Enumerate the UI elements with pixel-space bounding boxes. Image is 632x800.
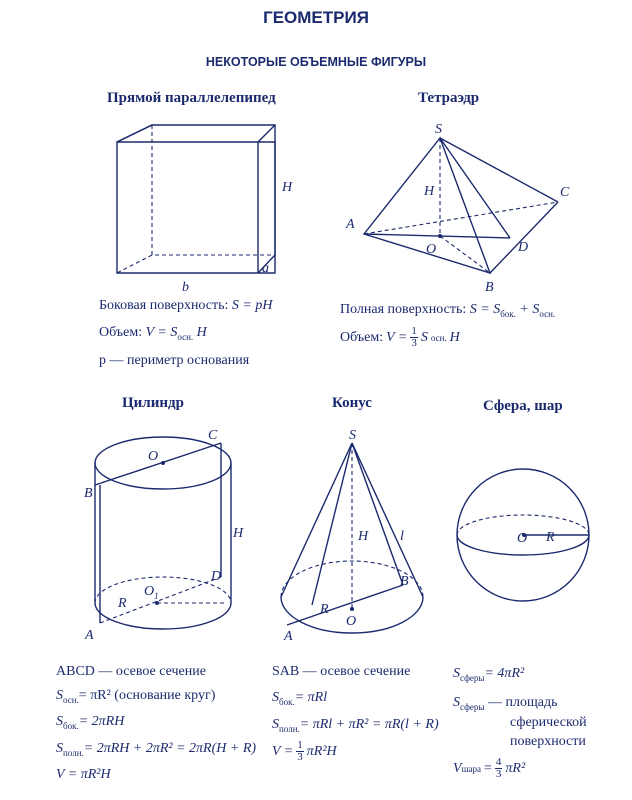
sphere-figure — [448, 455, 598, 615]
cyl-label-b: B — [84, 486, 93, 501]
total-label: Полная поверхность: — [340, 302, 467, 317]
cylinder-title: Цилиндр — [122, 395, 184, 411]
tet-frac-den: 3 — [411, 337, 417, 349]
cyl-label-o1-main: O — [144, 584, 155, 599]
cone-f3-pre: S — [272, 717, 279, 732]
cyl-f4-pre: S — [56, 741, 63, 756]
edge-label-b: b — [182, 280, 189, 295]
tet-fraction — [410, 326, 418, 349]
tetrahedron-total — [340, 302, 555, 319]
cone-f1: SAB — осевое сечение — [272, 664, 411, 679]
cone-label-l: l — [400, 529, 404, 544]
cyl-label-d: D — [211, 569, 222, 584]
cone-label-o: O — [346, 614, 357, 629]
cone-f3-post: = πRl + πR² = πR(l + R) — [299, 717, 439, 732]
center-label-o: O — [426, 242, 437, 257]
cyl-label-o1 — [144, 584, 159, 601]
page-title: ГЕОМЕТРИЯ — [263, 8, 369, 27]
edge-label-h: H — [282, 180, 293, 195]
vertex-label-d: D — [518, 240, 529, 255]
cyl-f2 — [56, 688, 215, 705]
cone-title: Конус — [332, 395, 372, 411]
cone-frac-num: 1 — [297, 739, 303, 751]
total-sub1: бок. — [500, 308, 516, 319]
parallelepiped-lateral — [99, 298, 272, 314]
sphere-f1-pre: S — [453, 666, 460, 681]
cone-f2-pre: S — [272, 690, 279, 705]
sphere-frac-den: 3 — [495, 768, 502, 780]
cyl-label-c: C — [208, 428, 218, 443]
sphere-f3-sub: шара — [461, 763, 481, 774]
sphere-f2-sub: сферы — [460, 701, 485, 712]
sphere-f2-line3: поверхности — [510, 734, 586, 749]
cone-figure — [272, 425, 442, 650]
cone-f3 — [272, 717, 439, 734]
cone-f2 — [272, 690, 327, 707]
sphere-frac-num: 4 — [495, 756, 502, 768]
sphere-f3-pre: V — [453, 760, 462, 776]
tet-volume-pre: V = — [386, 329, 408, 345]
cyl-label-a: A — [85, 628, 94, 643]
cyl-f3 — [56, 714, 124, 731]
parallelepiped-volume — [99, 325, 207, 342]
tet-volume-post: S — [420, 329, 428, 345]
cone-f2-post: = πRl — [294, 690, 328, 705]
sphere-f2 — [453, 695, 557, 712]
vertex-label-c: C — [560, 185, 570, 200]
parallelepiped-figure — [100, 115, 300, 295]
edge-label-a: a — [262, 261, 269, 276]
lateral-formula: S = pH — [231, 298, 273, 313]
cyl-label-o1-sub: 1 — [154, 591, 159, 601]
sphere-f1-sub: сферы — [460, 672, 485, 683]
cyl-label-h: H — [233, 526, 244, 541]
volume-label: Объем: — [99, 325, 143, 340]
vertex-label-a: A — [346, 217, 355, 232]
cone-f4-pre: V = — [272, 743, 294, 759]
sphere-f2-pre: S — [453, 695, 460, 710]
perimeter-note: p — периметр основания — [99, 353, 250, 368]
sphere-f1-post: = 4πR² — [484, 666, 525, 681]
total-plus: + S — [519, 302, 540, 317]
sphere-f3-eq: = — [483, 760, 492, 776]
volume-tail: H — [196, 325, 207, 340]
cone-f2-sub: бок. — [279, 696, 295, 707]
cyl-f4-sub: полн. — [63, 747, 84, 758]
sphere-label-o: O — [517, 531, 528, 546]
tet-volume-sub: осн. — [430, 332, 447, 343]
volume-sub: осн. — [177, 331, 194, 342]
height-label-h: H — [424, 184, 435, 199]
cone-label-a: A — [284, 629, 293, 644]
cone-label-s: S — [349, 428, 356, 443]
cone-frac-den: 3 — [297, 751, 303, 763]
cyl-f5: V = πR²H — [56, 767, 111, 782]
sphere-f2-line2: сферической — [510, 715, 587, 730]
cyl-f3-post: = 2πRH — [78, 714, 125, 729]
tet-frac-num: 1 — [411, 325, 417, 337]
tetrahedron-title: Тетраэдр — [418, 90, 480, 106]
tet-volume-label: Объем: — [340, 329, 384, 345]
cyl-f3-pre: S — [56, 714, 63, 729]
cone-f4 — [272, 740, 337, 763]
total-formula: S = S — [469, 302, 501, 317]
sphere-fraction — [495, 757, 503, 780]
cyl-f1: ABCD — осевое сечение — [56, 664, 206, 679]
lateral-label: Боковая поверхность: — [99, 298, 229, 313]
parallelepiped-title: Прямой параллелепипед — [107, 90, 276, 106]
cone-f4-post: πR²H — [306, 743, 337, 759]
cyl-f2-pre: S — [56, 688, 63, 703]
cone-label-r: R — [320, 602, 329, 617]
section-subtitle: НЕКОТОРЫЕ ОБЪЕМНЫЕ ФИГУРЫ — [205, 55, 427, 69]
vertex-label-s: S — [435, 122, 442, 137]
cyl-f2-sub: осн. — [63, 694, 79, 705]
cone-f3-sub: полн. — [279, 723, 300, 734]
volume-formula: V = S — [145, 325, 178, 340]
sphere-f3-post: πR² — [505, 760, 526, 776]
sphere-title: Сфера, шар — [483, 398, 563, 414]
cyl-label-r: R — [118, 596, 127, 611]
cyl-f4-post: = 2πRH + 2πR² = 2πR(H + R) — [83, 741, 257, 756]
sphere-f2-post: — площадь — [487, 695, 558, 710]
tetrahedron-volume — [340, 326, 460, 349]
vertex-label-b: B — [485, 280, 494, 295]
sphere-f1 — [453, 666, 524, 683]
cylinder-figure — [78, 425, 268, 650]
sphere-label-r: R — [546, 530, 555, 545]
sphere-f3 — [453, 757, 525, 780]
cyl-label-o: O — [148, 449, 159, 464]
cone-label-h: H — [358, 529, 369, 544]
cone-fraction — [296, 740, 304, 763]
cyl-f4 — [56, 741, 256, 758]
tet-volume-tail: H — [449, 329, 460, 345]
cyl-f3-sub: бок. — [63, 720, 79, 731]
tetrahedron-figure — [340, 118, 580, 298]
total-sub2: осн. — [539, 308, 556, 319]
cyl-f2-post: = πR² (основание круг) — [78, 688, 216, 703]
cone-label-b: B — [400, 574, 409, 589]
